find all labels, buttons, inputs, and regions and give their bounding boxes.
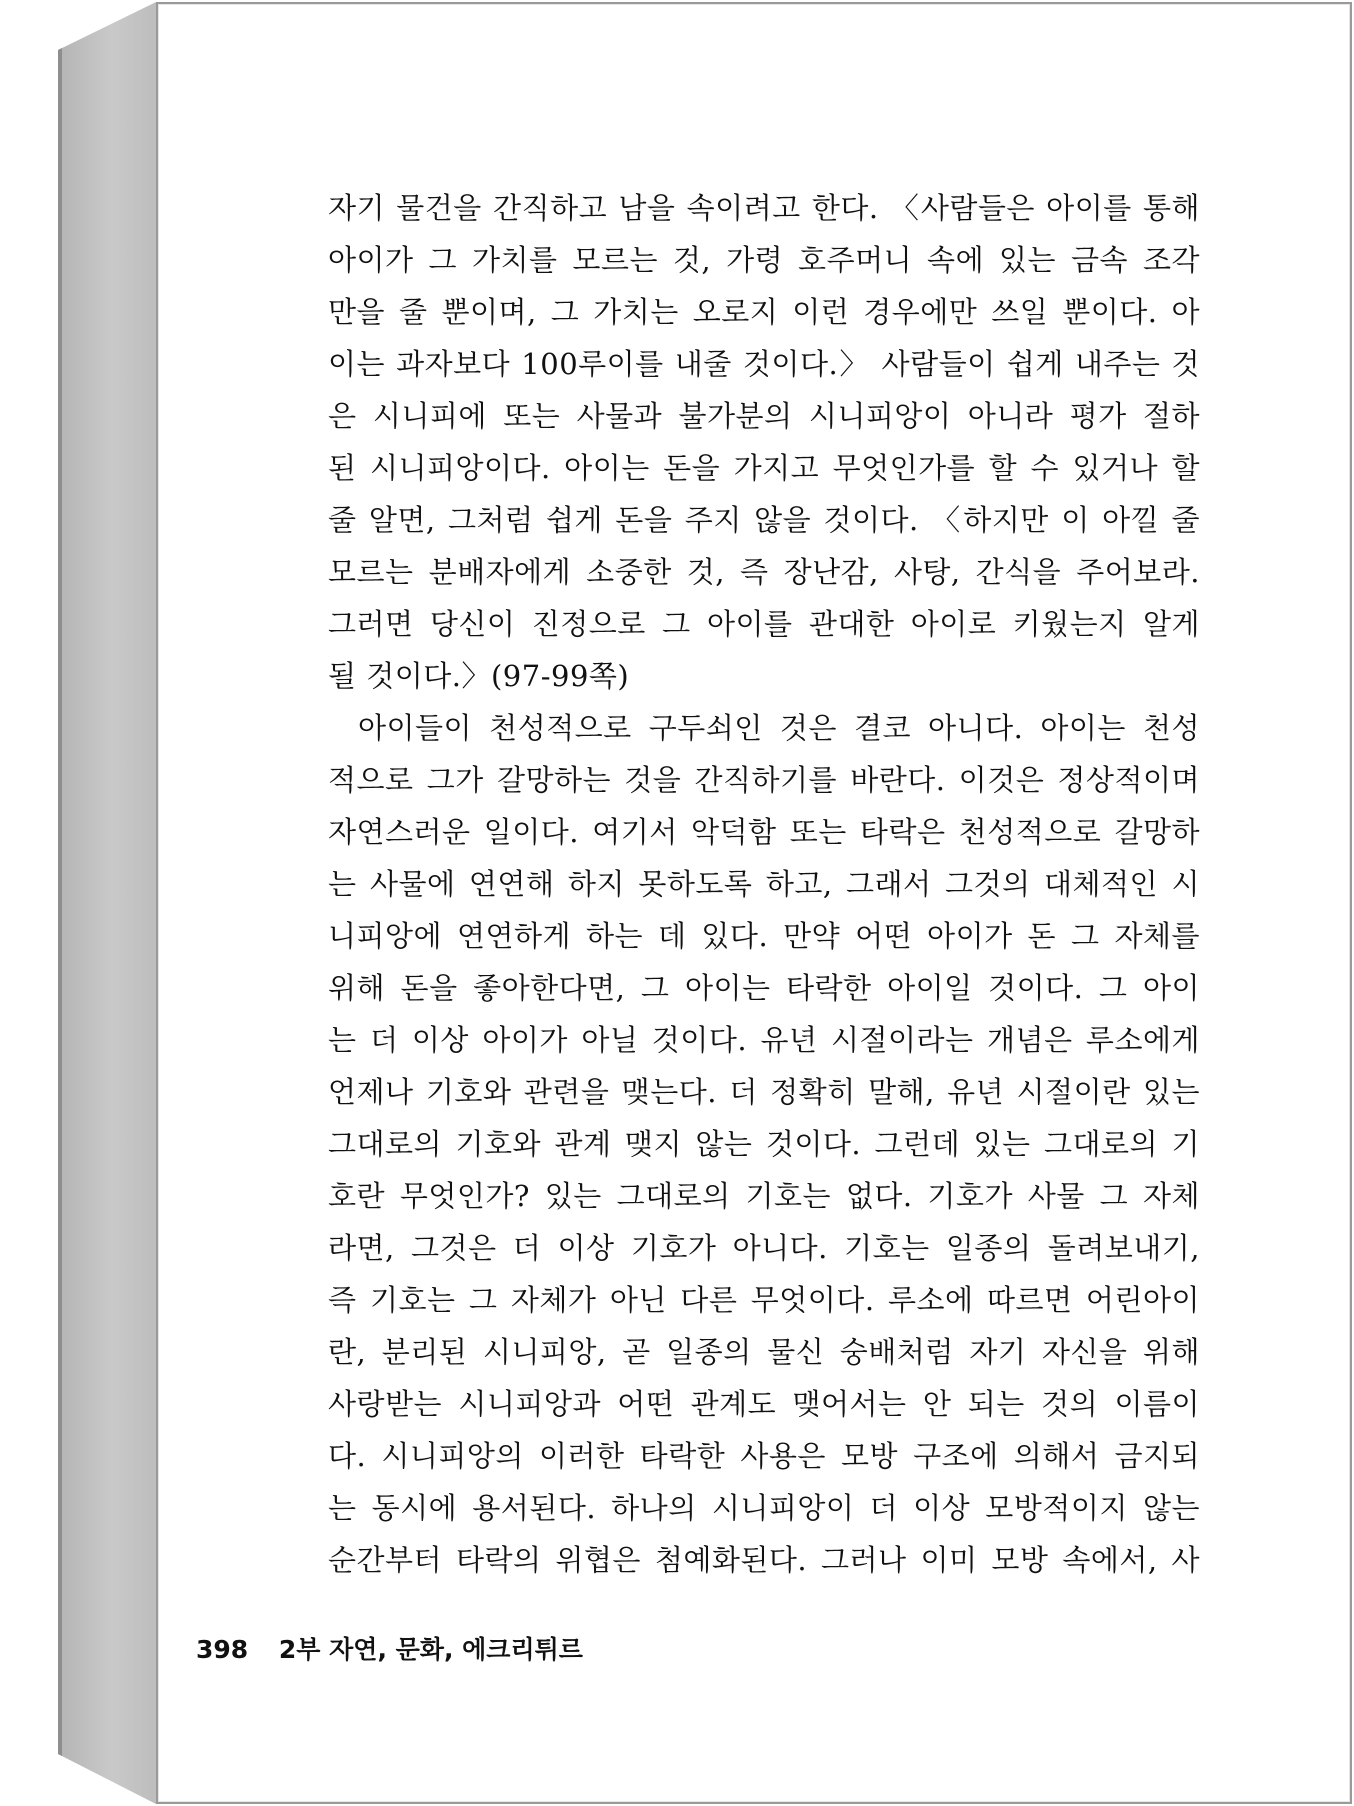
book-page: [156, 2, 1352, 1804]
paragraph-2: [328, 702, 1200, 1586]
text-line: 는 사물에 연연해 하지 못하도록 하고, 그래서 그것의 대체적인 시: [328, 867, 1200, 901]
paragraph-1: [328, 182, 1200, 702]
text-line: 니피앙에 연연하게 하는 데 있다. 만약 어떤 아이가 돈 그 자체를: [328, 919, 1200, 953]
page-number: 398: [196, 1635, 249, 1664]
page-body: [328, 182, 1200, 1586]
text-line: 는 동시에 용서된다. 하나의 시니피앙이 더 이상 모방적이지 않는: [328, 1491, 1200, 1525]
text-line: 언제나 기호와 관련을 맺는다. 더 정확히 말해, 유년 시절이란 있는: [328, 1075, 1200, 1109]
text-line: 될 것이다.〉(97-99쪽): [328, 659, 630, 693]
book-spine: [58, 2, 156, 1804]
text-line: 란, 분리된 시니피앙, 곧 일종의 물신 숭배처럼 자기 자신을 위해: [328, 1335, 1200, 1369]
text-line: 된 시니피앙이다. 아이는 돈을 가지고 무엇인가를 할 수 있거나 할: [328, 451, 1200, 485]
text-line: 위해 돈을 좋아한다면, 그 아이는 타락한 아이일 것이다. 그 아이: [328, 971, 1200, 1005]
text-line: 순간부터 타락의 위협은 첨예화된다. 그러나 이미 모방 속에서, 사: [328, 1543, 1200, 1577]
text-line: 만을 줄 뿐이며, 그 가치는 오로지 이런 경우에만 쓰일 뿐이다. 아: [328, 295, 1200, 329]
page-footer: [196, 1630, 583, 1666]
text-line: 아이들이 천성적으로 구두쇠인 것은 결코 아니다. 아이는 천성: [358, 711, 1200, 745]
text-line: 그러면 당신이 진정으로 그 아이를 관대한 아이로 키웠는지 알게: [328, 607, 1200, 641]
text-line: 그대로의 기호와 관계 맺지 않는 것이다. 그런데 있는 그대로의 기: [328, 1127, 1200, 1161]
text-line: 줄 알면, 그처럼 쉽게 돈을 주지 않을 것이다. 〈하지만 이 아낄 줄: [328, 503, 1200, 537]
text-line: 아이가 그 가치를 모르는 것, 가령 호주머니 속에 있는 금속 조각: [328, 243, 1200, 277]
text-line: 라면, 그것은 더 이상 기호가 아니다. 기호는 일종의 돌려보내기,: [328, 1231, 1200, 1265]
text-line: 는 더 이상 아이가 아닐 것이다. 유년 시절이라는 개념은 루소에게: [328, 1023, 1200, 1057]
text-line: 다. 시니피앙의 이러한 타락한 사용은 모방 구조에 의해서 금지되: [328, 1439, 1200, 1473]
text-line: 자연스러운 일이다. 여기서 악덕함 또는 타락은 천성적으로 갈망하: [328, 815, 1200, 849]
text-line: 즉 기호는 그 자체가 아닌 다른 무엇이다. 루소에 따르면 어린아이: [328, 1283, 1200, 1317]
text-line: 호란 무엇인가? 있는 그대로의 기호는 없다. 기호가 사물 그 자체: [328, 1179, 1200, 1213]
text-line: 사랑받는 시니피앙과 어떤 관계도 맺어서는 안 되는 것의 이름이: [328, 1387, 1200, 1421]
text-line: 적으로 그가 갈망하는 것을 간직하기를 바란다. 이것은 정상적이며: [328, 763, 1200, 797]
text-line: 모르는 분배자에게 소중한 것, 즉 장난감, 사탕, 간식을 주어보라.: [328, 555, 1200, 589]
text-line: 이는 과자보다 100루이를 내줄 것이다.〉 사람들이 쉽게 내주는 것: [328, 347, 1200, 381]
text-line: 자기 물건을 간직하고 남을 속이려고 한다. 〈사람들은 아이를 통해: [328, 191, 1200, 225]
text-line: 은 시니피에 또는 사물과 불가분의 시니피앙이 아니라 평가 절하: [328, 399, 1200, 433]
running-header-section: 2부 자연, 문화, 에크리튀르: [278, 1635, 583, 1664]
